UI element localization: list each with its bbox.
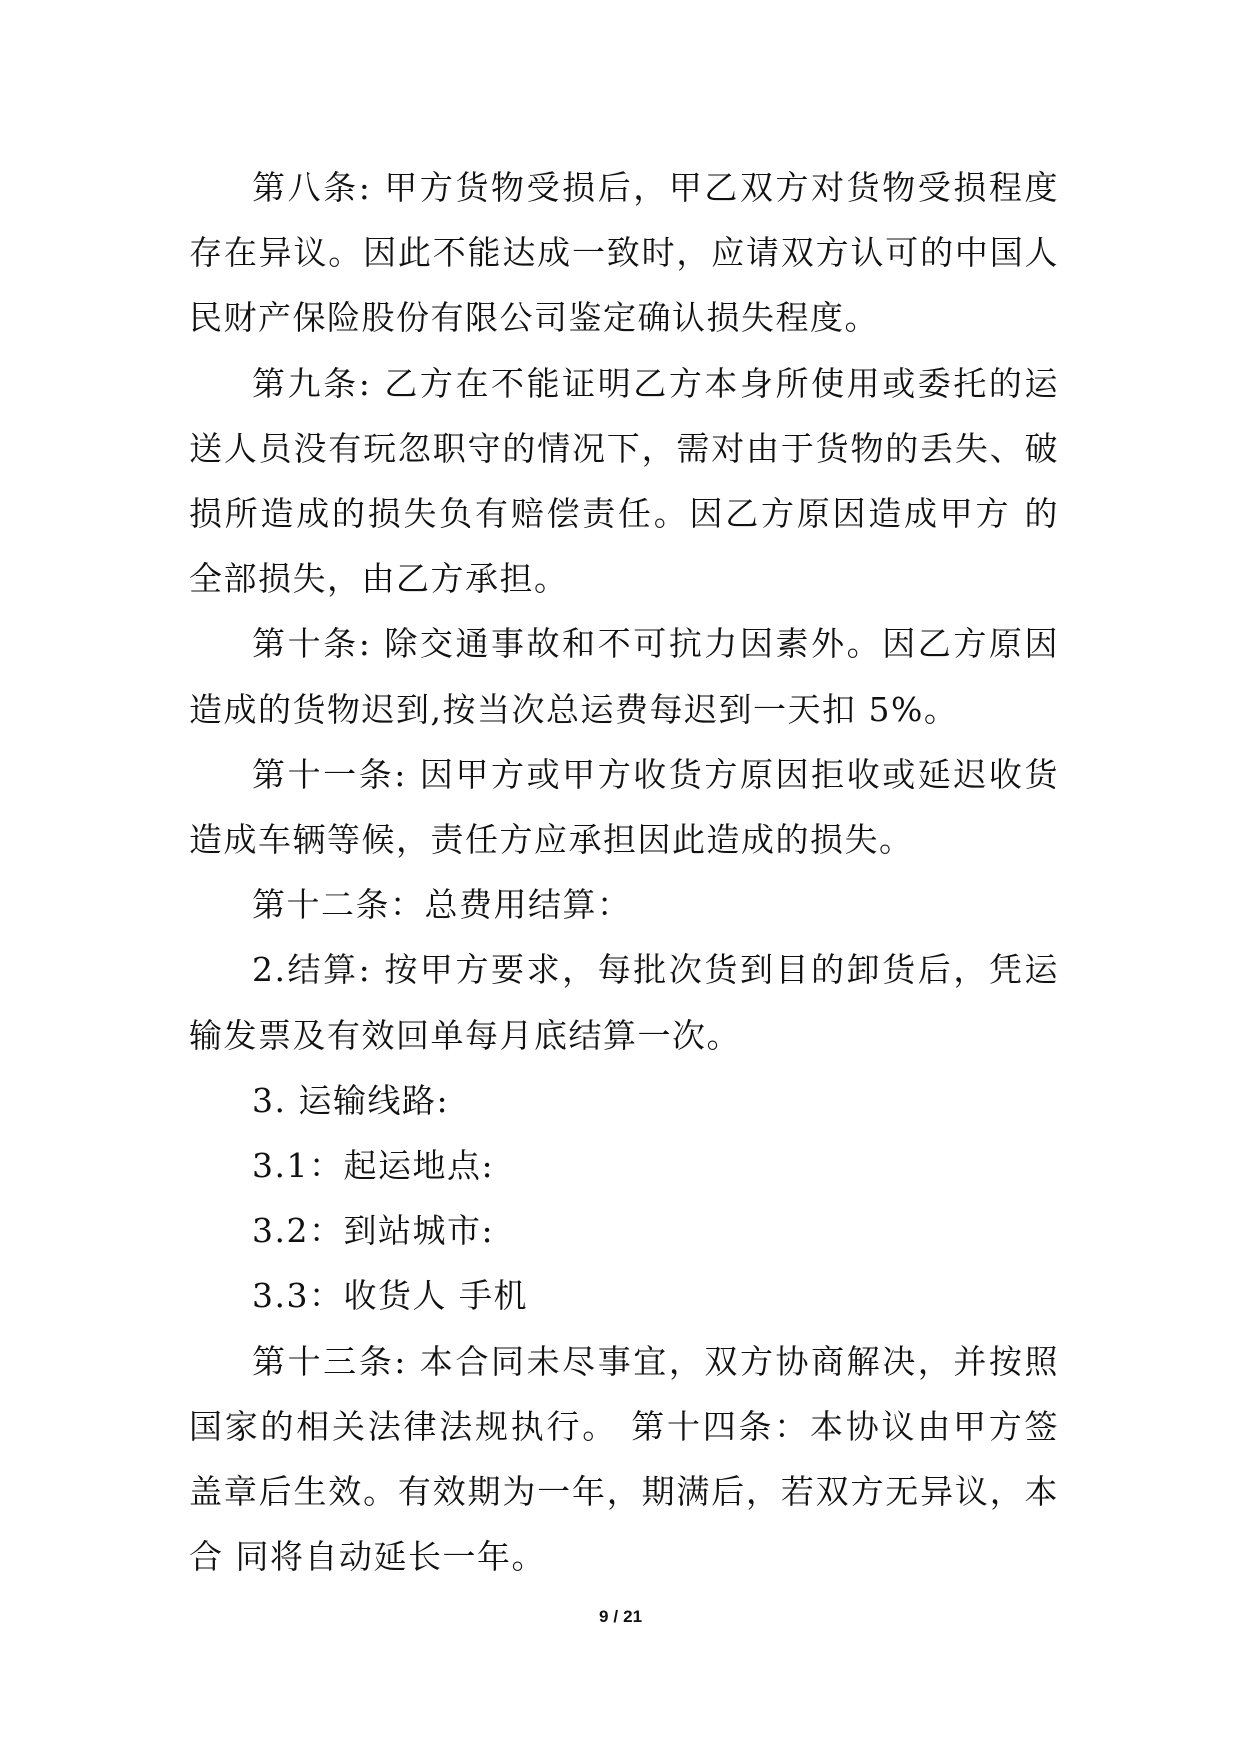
clause-8-paragraph: 第八条: 甲方货物受损后，甲乙双方对货物受损程度存在异议。因此不能达成一致时，应请双方认可的中国人民财产保险股份有限公司鉴定确认损失程度。 bbox=[189, 168, 1059, 338]
clause-13-14-paragraph: 第十三条: 本合同未尽事宜，双方协商解决，并按照国家的相关法律法规执行。 第十四条：本协议由甲方签盖章后生效。有效期为一年，期满后，若双方无异议，本合 同将自动延长一年。 bbox=[189, 1341, 1059, 1577]
page-number-separator: / bbox=[613, 1607, 619, 1626]
clause-9-paragraph: 第九条: 乙方在不能证明乙方本身所使用或委托的运送人员没有玩忽职守的情况下，需对由于货物的丢失、破损所造成的损失负有赔偿责任。因乙方原因造成甲方 的全部损失，由乙方承担。 bbox=[189, 363, 1059, 599]
transport-route-heading: 3. 运输线路: bbox=[252, 1080, 450, 1120]
destination-line: 3.2：到站城市: bbox=[252, 1211, 495, 1251]
origin-line: 3.1：起运地点: bbox=[252, 1146, 495, 1186]
consignee-line: 3.3：收货人 手机 bbox=[252, 1276, 528, 1316]
document-body bbox=[189, 155, 1059, 1589]
clause-11-paragraph: 第十一条: 因甲方或甲方收货方原因拒收或延迟收货造成车辆等候，责任方应承担因此造成的损失。 bbox=[189, 754, 1059, 860]
current-page-number: 9 bbox=[598, 1607, 609, 1626]
clause-10-paragraph: 第十条: 除交通事故和不可抗力因素外。因乙方原因造成的货物迟到,按当次总运费每迟到一天扣 5%。 bbox=[189, 624, 1059, 729]
total-page-count: 21 bbox=[623, 1607, 643, 1626]
page-number bbox=[0, 1606, 1241, 1628]
clause-12-heading: 第十二条：总费用结算： bbox=[252, 885, 632, 925]
settlement-paragraph: 2.结算: 按甲方要求，每批次货到目的卸货后，凭运输发票及有效回单每月底结算一次。 bbox=[189, 950, 1059, 1055]
